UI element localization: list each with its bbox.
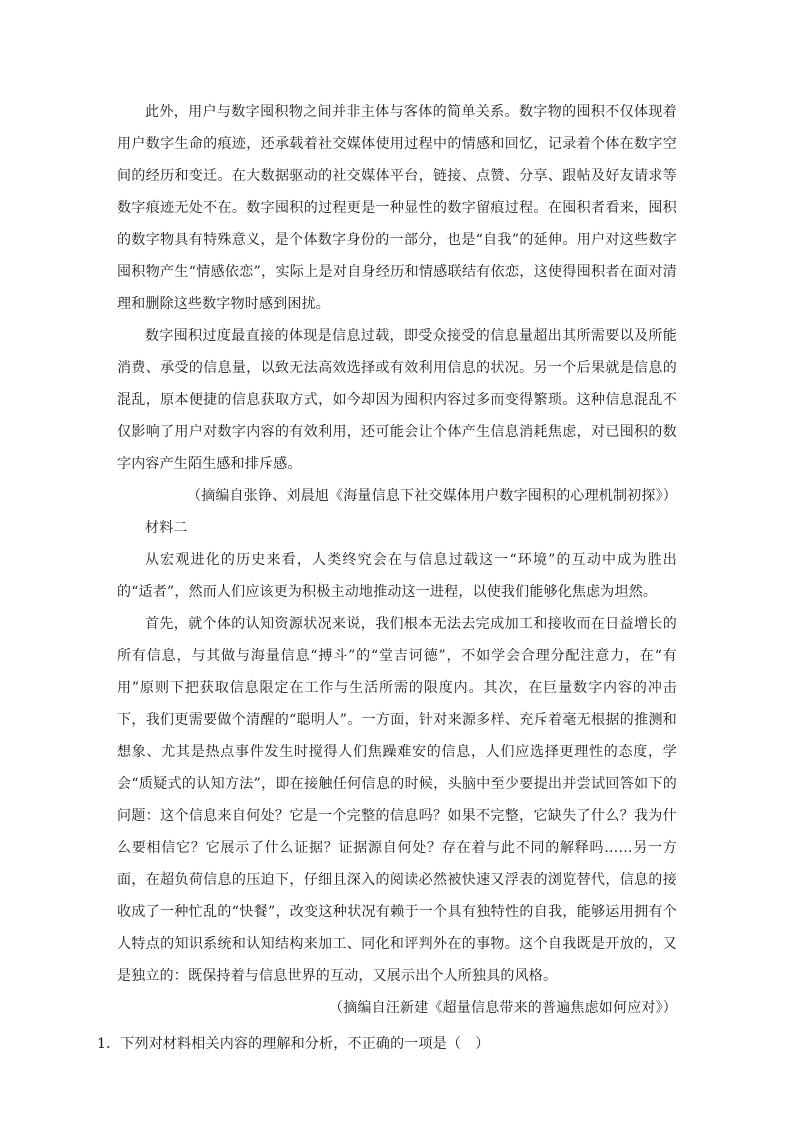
source-citation-1: （摘编自张铮、刘晨旭《海量信息下社交媒体用户数字囤积的心理机制初探》） xyxy=(187,488,677,504)
document-page xyxy=(97,96,677,1060)
paragraph-1: 此外，用户与数字囤积物之间并非主体与客体的简单关系。数字物的囤积不仅体现着用户数字生命的痕迹，还承载着社交媒体使用过程中的情感和回忆，记录着个体在数字空间的经历和变迁。在大数据驱动的社交媒体平台，链接、点赞、分享、跟帖及好友请求等数字痕迹无处不在。数字囤积的过程更是一种显性的数字留痕过程。在囤积者看来，囤积的数字物具有特殊意义，是个体数字身份的一部分，也是“自我”的延伸。用户对这些数字囤积物产生“情感依恋”，实际上是对自身经历和情感联结有依恋，这使得囤积者在面对清理和删除这些数字物时感到困扰。 xyxy=(117,104,677,312)
paragraph-2: 数字囤积过度最直接的体现是信息过载，即受众接受的信息量超出其所需要以及所能消费、承受的信息量，以致无法高效选择或有效利用信息的状况。另一个后果就是信息的混乱，原本便捷的信息获取方式，如今却因为囤积内容过多而变得繁琐。这种信息混乱不仅影响了用户对数字内容的有效利用，还可能会让个体产生信息消耗焦虑，对已囤积的数字内容产生陌生感和排斥感。 xyxy=(117,328,677,472)
paragraph-4: 首先，就个体的认知资源状况来说，我们根本无法去完成加工和接收而在日益增长的所有信息，与其做与海量信息“搏斗”的“堂吉诃德”，不如学会合理分配注意力，在“有用”原则下把获取信息限定在工作与生活所需的限度内。其次，在巨量数字内容的冲击下，我们更需要做个清醒的“聪明人”。一方面，针对来源多样、充斥着毫无根据的推测和想象、尤其是热点事件发生时搅得人们焦躁难安的信息，人们应选择更理性的态度，学会“质疑式的认知方法”，即在接触任何信息的时候，头脑中至少要提出并尝试回答如下的问题：这个信息来自何处？它是一个完整的信息吗？如果不完整，它缺失了什么？我为什么要相信它？它展示了什么证据？证据源自何处？存在着与此不同的解释吗……另一方面，在超负荷信息的压迫下，仔细且深入的阅读必然被快速又浮表的浏览替代，信息的接收成了一种忙乱的“快餐”，改变这种状况有赖于一个具有独特性的自我，能够运用拥有个人特点的知识系统和认知结构来加工、同化和评判外在的事物。这个自我既是开放的，又是独立的：既保持着与信息世界的互动，又展示出个人所独具的风格。 xyxy=(117,616,677,984)
source-citation-2: （摘编自汪新建《超量信息带来的普遍焦虑如何应对》） xyxy=(329,1000,677,1016)
question-1: 1．下列对材料相关内容的理解和分析，不正确的一项是（ ） xyxy=(97,1036,490,1052)
paragraph-3: 从宏观进化的历史来看，人类终究会在与信息过载这一“环境”的互动中成为胜出的“适者”，然而人们应该更为积极主动地推动这一进程，以使我们能够化焦虑为坦然。 xyxy=(117,552,677,600)
material-2-heading: 材料二 xyxy=(145,520,188,536)
